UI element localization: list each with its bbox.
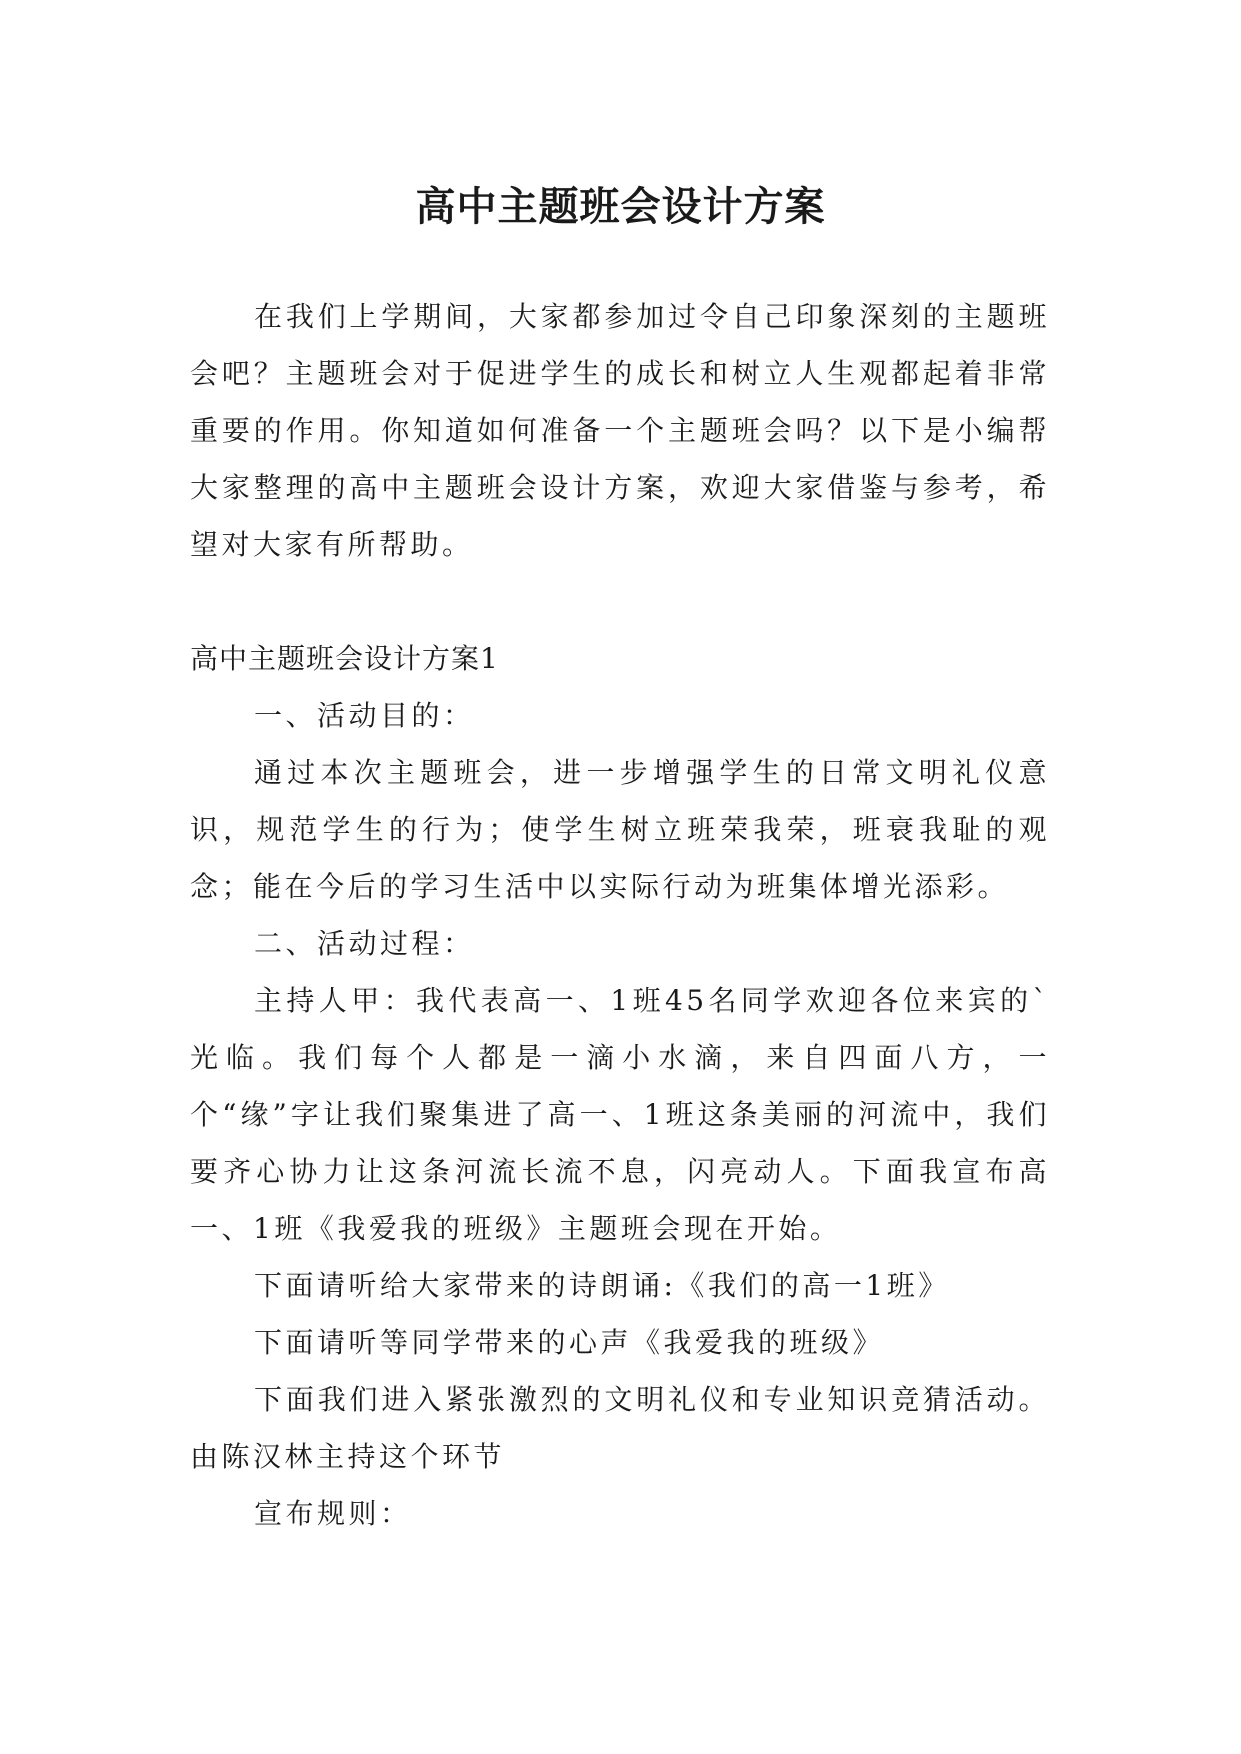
paragraph-quiz: 下面我们进入紧张激烈的文明礼仪和专业知识竞猜活动。由陈汉林主持这个环节	[190, 1383, 1050, 1473]
document-title: 高中主题班会设计方案	[415, 182, 826, 230]
paragraph-purpose: 通过本次主题班会，进一步增强学生的日常文明礼仪意识，规范学生的行为；使学生树立班荣我荣，班衰我耻的观念；能在今后的学习生活中以实际行动为班集体增光添彩。	[190, 756, 1050, 903]
paragraph-rules: 宣布规则：	[254, 1497, 412, 1530]
intro-paragraph: 在我们上学期间，大家都参加过令自己印象深刻的主题班会吧？主题班会对于促进学生的成长和树立人生观都起着非常重要的作用。你知道如何准备一个主题班会吗？以下是小编帮大家整理的高中主题班会设计方案，欢迎大家借鉴与参考，希望对大家有所帮助。	[190, 300, 1050, 561]
heading-activity-process: 二、活动过程：	[254, 927, 475, 960]
paragraph-student-voice: 下面请听等同学带来的心声《我爱我的班级》	[254, 1326, 885, 1359]
section-heading: 高中主题班会设计方案1	[190, 642, 499, 675]
paragraph-host-opening: 主持人甲：我代表高一、1班45名同学欢迎各位来宾的`光临。我们每个人都是一滴小水滴，来自四面八方，一个“缘”字让我们聚集进了高一、1班这条美丽的河流中，我们要齐心协力让这条河流长流不息，闪亮动人。下面我宣布高一、1班《我爱我的班级》主题班会现在开始。	[190, 984, 1050, 1245]
paragraph-poem-recital: 下面请听给大家带来的诗朗诵:《我们的高一1班》	[254, 1269, 950, 1302]
heading-activity-purpose: 一、活动目的：	[254, 699, 475, 732]
document-body	[190, 288, 1050, 1542]
